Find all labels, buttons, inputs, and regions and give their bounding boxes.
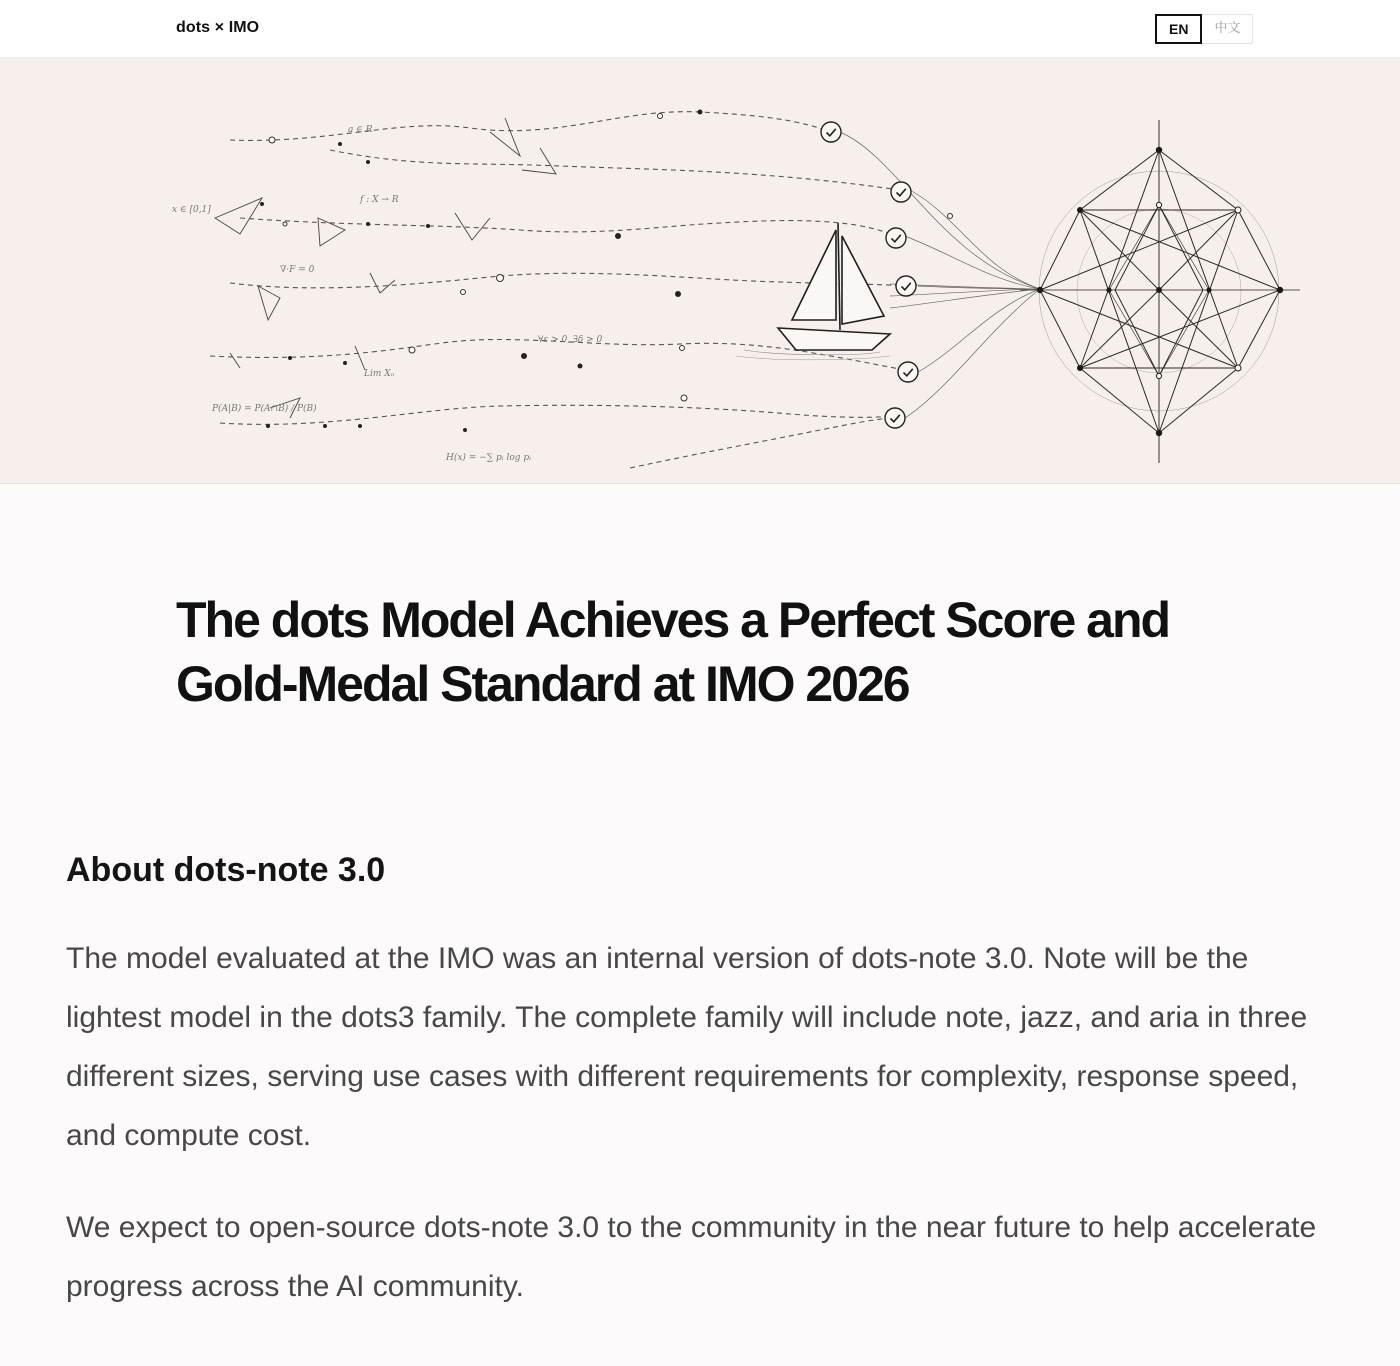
sailboat-icon — [736, 223, 890, 360]
section-heading: About dots-note 3.0 — [66, 851, 386, 889]
article-title — [176, 588, 1226, 716]
math-annotation: f : X → R — [360, 195, 399, 205]
hero-illustration — [0, 58, 1400, 484]
math-annotation-group — [172, 125, 603, 463]
brand-logo-text[interactable]: dots × IMO — [176, 19, 260, 36]
math-annotation: a ∈ R — [348, 125, 373, 135]
article-title-line-2: Gold-Medal Standard at IMO 2026 — [176, 656, 909, 712]
paragraph-model-description: The model evaluated at the IMO was an internal version of dots-note 3.0. Note will be the lightest model in the dots3 family. The complete family will include note, jazz, and aria in three different sizes, serving use cases with different requirements for complexity, response speed, and compute cost. — [66, 942, 1308, 1152]
convergence-lines — [840, 132, 1040, 418]
math-annotation: P(A|B) = P(A∩B) / P(B) — [212, 404, 317, 414]
math-annotation: H(x) = −∑ pᵢ log pᵢ — [446, 453, 531, 463]
language-option-en[interactable]: EN — [1155, 14, 1202, 44]
top-navigation-bar — [0, 0, 1400, 58]
math-annotation: ∇·F = 0 — [280, 265, 315, 275]
hero-banner — [0, 58, 1400, 484]
math-annotation: Lim Xₙ — [364, 369, 395, 379]
flow-nodes — [260, 110, 703, 433]
language-switcher — [1155, 14, 1253, 44]
math-annotation: ∀ε > 0, ∃δ > 0 — [538, 335, 603, 345]
paragraph-open-source: We expect to open-source dots-note 3.0 to the community in the near future to help accelerate progress across the AI community. — [66, 1211, 1317, 1303]
math-annotation: x ∈ [0,1] — [172, 205, 211, 215]
flow-paths — [210, 112, 905, 468]
article-title-line-1: The dots Model Achieves a Perfect Score and — [176, 592, 1170, 648]
language-option-zh[interactable]: 中文 — [1214, 21, 1241, 36]
polyhedron-vertices — [1037, 147, 1283, 436]
